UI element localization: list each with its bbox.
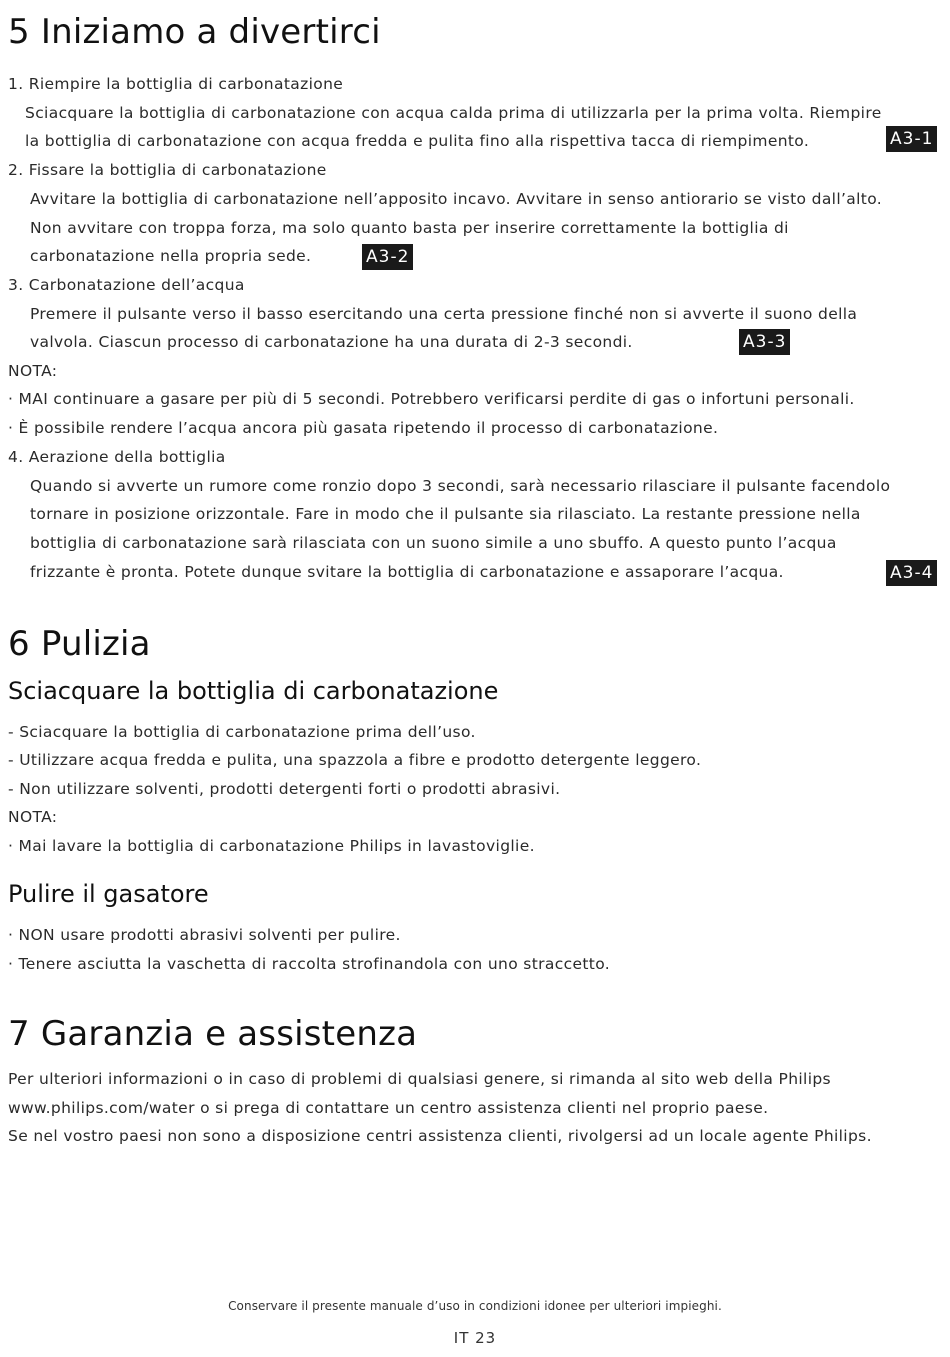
paragraph-line: Se nel vostro paesi non sono a disposizione centri assistenza clienti, rivolgersi ad un locale agente Philips. [8,1127,872,1145]
list-item: · Tenere asciutta la vaschetta di raccolta strofinandola con uno straccetto. [8,955,611,973]
page-number: IT 23 [453,1329,497,1347]
list-item: - Non utilizzare solventi, prodotti detergenti forti o prodotti abrasivi. [8,780,561,798]
step-2-text-line: Non avvitare con troppa forza, ma solo quanto basta per inserire correttamente la bottiglia di [30,219,789,237]
figure-ref-badge: A3-1 [886,126,937,152]
note-bullet: · Mai lavare la bottiglia di carbonatazione Philips in lavastoviglie. [8,837,535,855]
step-2-heading: 2. Fissare la bottiglia di carbonatazione [8,161,327,179]
step-4-heading: 4. Aerazione della bottiglia [8,448,226,466]
list-item: - Utilizzare acqua fredda e pulita, una spazzola a fibre e prodotto detergente leggero. [8,751,702,769]
step-1-text-line: Sciacquare la bottiglia di carbonatazione con acqua calda prima di utilizzarla per la prima volta. Riempire [25,104,882,122]
list-item: - Sciacquare la bottiglia di carbonatazione prima dell’uso. [8,723,476,741]
paragraph-line: www.philips.com/water o si prega di contattare un centro assistenza clienti nel proprio paese. [8,1099,769,1117]
subsection-title: Sciacquare la bottiglia di carbonatazione [8,677,499,705]
list-item: · NON usare prodotti abrasivi solventi per pulire. [8,926,401,944]
paragraph-line: Per ulteriori informazioni o in caso di problemi di qualsiasi genere, si rimanda al sito web della Philips [8,1070,831,1088]
step-1-heading: 1. Riempire la bottiglia di carbonatazione [8,75,344,93]
figure-ref-badge: A3-2 [362,244,413,270]
note-bullet: · MAI continuare a gasare per più di 5 secondi. Potrebbero verificarsi perdite di gas o infortuni personali. [8,390,855,408]
step-3-text-line: valvola. Ciascun processo di carbonatazione ha una durata di 2-3 secondi. [30,333,633,351]
section-5-title: 5 Iniziamo a divertirci [8,12,381,52]
note-label: NOTA: [8,362,58,380]
step-3-heading: 3. Carbonatazione dell’acqua [8,276,245,294]
figure-ref-badge: A3-4 [886,560,937,586]
section-6-title: 6 Pulizia [8,624,151,664]
subsection-title: Pulire il gasatore [8,880,209,908]
step-1-text-line: la bottiglia di carbonatazione con acqua fredda e pulita fino alla rispettiva tacca di riempimento. [25,132,810,150]
step-3-text-line: Premere il pulsante verso il basso esercitando una certa pressione finché non si avverte il suono della [30,305,858,323]
step-2-text-line: carbonatazione nella propria sede. [30,247,312,265]
step-4-text-line: frizzante è pronta. Potete dunque svitare la bottiglia di carbonatazione e assaporare l’acqua. [30,563,784,581]
step-4-text-line: bottiglia di carbonatazione sarà rilasciata con un suono simile a uno sbuffo. A questo punto l’acqua [30,534,837,552]
footer-note: Conservare il presente manuale d’uso in condizioni idonee per ulteriori impieghi. [228,1299,722,1313]
figure-ref-badge: A3-3 [739,329,790,355]
note-label: NOTA: [8,808,58,826]
note-bullet: · È possibile rendere l’acqua ancora più gasata ripetendo il processo di carbonatazione. [8,419,719,437]
step-4-text-line: Quando si avverte un rumore come ronzio dopo 3 secondi, sarà necessario rilasciare il pulsante facendolo [30,477,891,495]
step-4-text-line: tornare in posizione orizzontale. Fare in modo che il pulsante sia rilasciato. La restante pressione nella [30,505,861,523]
step-2-text-line: Avvitare la bottiglia di carbonatazione nell’apposito incavo. Avvitare in senso antiorario se visto dall’alto. [30,190,883,208]
section-7-title: 7 Garanzia e assistenza [8,1014,418,1054]
